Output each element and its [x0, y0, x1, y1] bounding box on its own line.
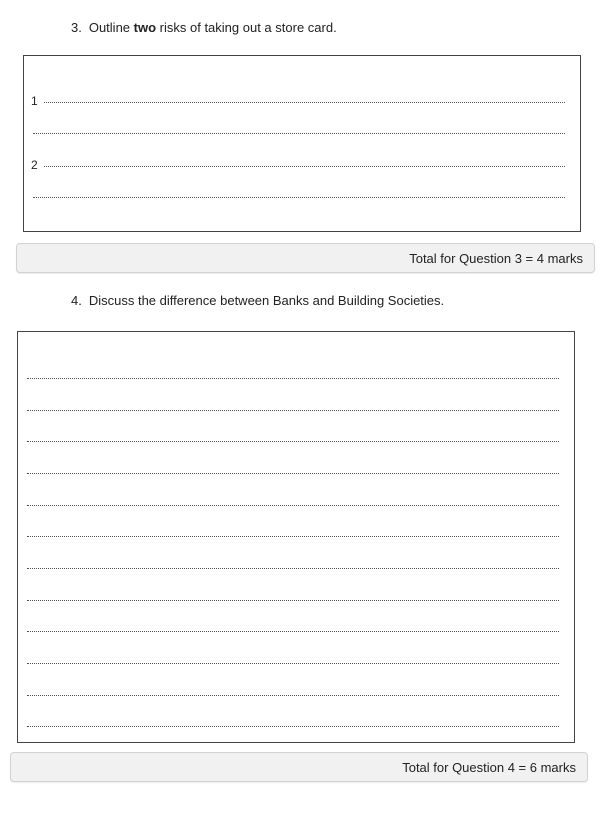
- question-4-total-marks: Total for Question 4 = 6 marks: [402, 760, 576, 775]
- answer-label-1: 1: [31, 94, 38, 108]
- answer-line[interactable]: [27, 410, 559, 411]
- question-3-text: [89, 20, 337, 35]
- answer-line[interactable]: [33, 197, 565, 198]
- answer-line[interactable]: [27, 378, 559, 379]
- answer-label-2: 2: [31, 158, 38, 172]
- question-4-prompt: [71, 293, 444, 309]
- answer-line[interactable]: [44, 102, 565, 103]
- answer-line[interactable]: [27, 695, 559, 696]
- question-4-total-bar: [10, 752, 588, 782]
- question-4-answer-box[interactable]: [17, 331, 575, 743]
- answer-line[interactable]: [33, 133, 565, 134]
- question-4-number: 4.: [71, 293, 82, 308]
- question-4-text: Discuss the difference between Banks and Building Societies.: [88, 293, 445, 308]
- question-3-number: 3.: [71, 20, 82, 35]
- answer-line[interactable]: [27, 631, 559, 632]
- answer-line[interactable]: [27, 568, 559, 569]
- question-3-text-before: Outline: [88, 20, 134, 35]
- answer-line[interactable]: [27, 600, 559, 601]
- answer-line[interactable]: [27, 473, 559, 474]
- question-3-text-after: risks of taking out a store card.: [156, 20, 337, 35]
- question-3-answer-box[interactable]: [23, 55, 581, 232]
- answer-line[interactable]: [44, 166, 565, 167]
- question-3-prompt: [71, 20, 337, 36]
- question-3-text-bold: two: [133, 20, 157, 35]
- question-3-total-marks: Total for Question 3 = 4 marks: [409, 251, 583, 266]
- answer-line[interactable]: [27, 505, 559, 506]
- question-3-total-bar: [16, 243, 595, 273]
- answer-line[interactable]: [27, 726, 559, 727]
- answer-line[interactable]: [27, 441, 559, 442]
- answer-line[interactable]: [27, 536, 559, 537]
- answer-line[interactable]: [27, 663, 559, 664]
